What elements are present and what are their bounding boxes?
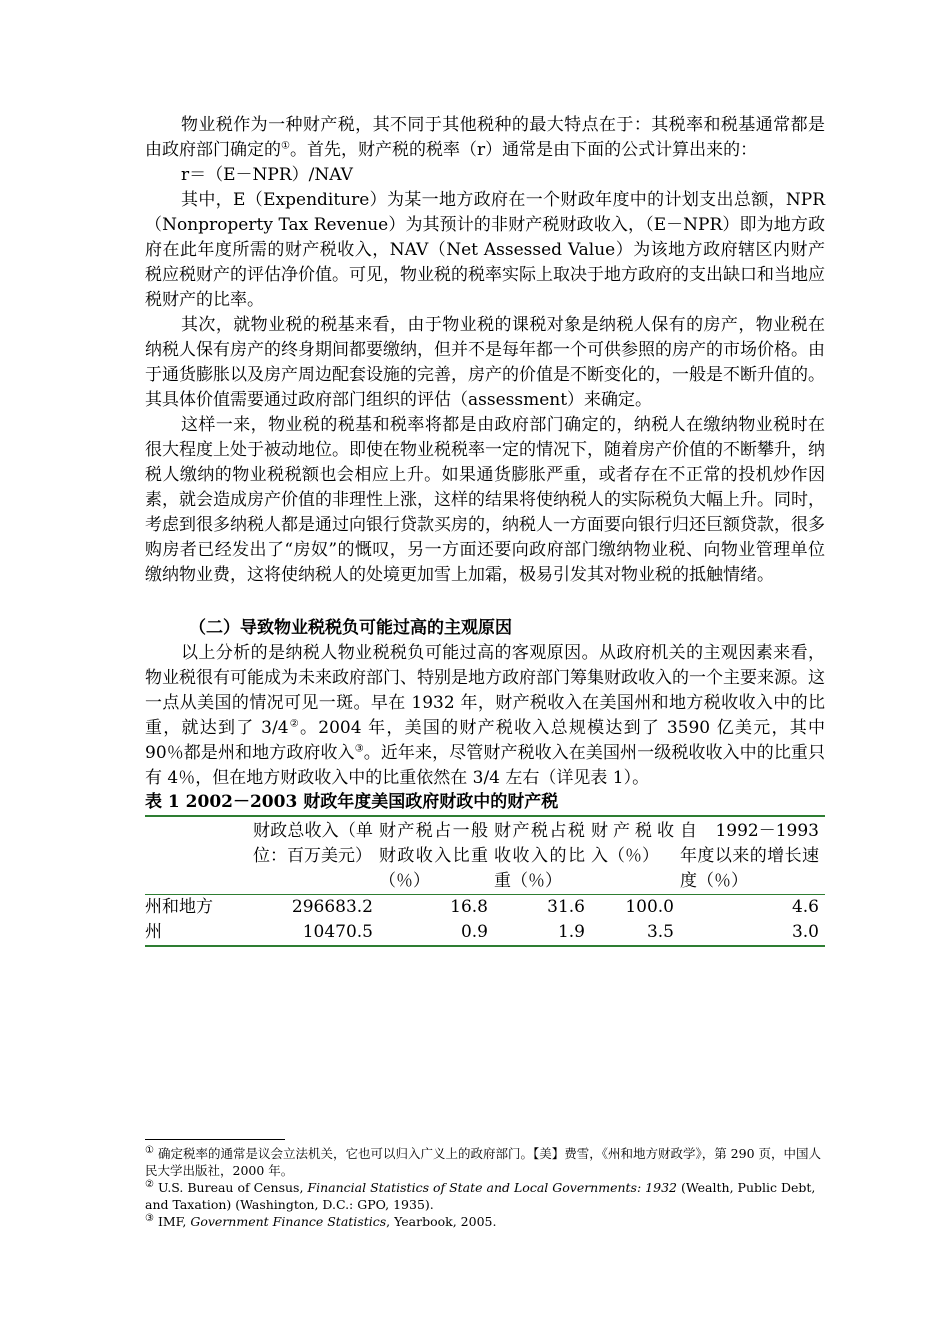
table-caption: 表 1 2002－2003 财政年度美国政府财政中的财产税 — [145, 792, 559, 812]
section-heading: （二）导致物业税税负可能过高的主观原因 — [189, 618, 512, 638]
table-cell: 3.5 — [591, 920, 680, 946]
footnote-text: 确定税率的通常是议会立法机关，它也可以归入广义上的政府部门。【美】费雪，《州和地方财政学》，第 290 页，中国人民大学出版社，2000 年。 — [145, 1146, 821, 1178]
footnote-1 — [145, 1145, 825, 1179]
property-tax-table — [145, 815, 825, 947]
paragraph-5-text-c: 。近年来，尽管财产税收入在美国州一级税收收入中的比重只有 4％，但在地方财政收入中的比重依然在 3/4 左右（详见表 1）。 — [145, 743, 826, 788]
footnote-marker: ② — [145, 1178, 154, 1190]
table-cell: 31.6 — [547, 897, 585, 917]
table-cell: 4.6 — [791, 897, 819, 917]
table-row — [145, 895, 825, 921]
paragraph-1 — [145, 113, 825, 163]
footnote-text: (Wealth, Public Debt, and Taxation) (Washington, D.C.: GPO, 1935). — [145, 1180, 816, 1212]
footnote-source-title: Government Finance Statistics — [190, 1214, 387, 1229]
footnote-source-title: Financial Statistics of State and Local Governments: 1932 — [307, 1180, 677, 1195]
footnote-marker: ③ — [145, 1212, 154, 1224]
footnote-3 — [145, 1213, 825, 1230]
table-cell: 16.8 — [450, 897, 488, 917]
table-header-cell: 自 1992－1993 年度以来的增长速度（％） — [680, 816, 825, 895]
paragraph-4: 这样一来，物业税的税基和税率将都是由政府部门确定的，纳税人在缴纳物业税时在很大程度上处于被动地位。即使在物业税税率一定的情况下，随着房产价值的不断攀升，纳税人缴纳的物业税税额也会相应上升。如果通货膨胀严重，或者存在不正常的投机炒作因素，就会造成房产价值的非理性上涨，这样的结果将使纳税人的实际税负大幅上升。同时，考虑到很多纳税人都是通过向银行贷款买房的，纳税人一方面要向银行归还巨额贷款，很多购房者已经发出了“房奴”的慨叹，另一方面还要向政府部门缴纳物业税、向物业管理单位缴纳物业费，这将使纳税人的处境更加雪上加霜，极易引发其对物业税的抵触情绪。 — [145, 415, 825, 585]
table-cell: 1.9 — [494, 920, 591, 946]
footnote-ref-1[interactable]: ① — [281, 140, 290, 152]
table-header-cell: 财政总收入（单位：百万美元） — [253, 816, 379, 895]
table-header-cell — [145, 816, 253, 895]
paragraph-2: 其中，E（Expenditure）为某一地方政府在一个财政年度中的计划支出总额，NPR（Nonproperty Tax Revenue）为其预计的非财产税财政收入，（E－NPR）即为地方政府在此年度所需的财产税收入，NAV（Net Assessed Value）为该地方政府辖区内财产税应税财产的评估净价值。可见，物业税的税率实际上取决于地方政府的支出缺口和当地应税财产的比率。 — [145, 190, 825, 310]
footnote-ref-2[interactable]: ② — [288, 718, 300, 730]
footnote-text: IMF, — [153, 1214, 191, 1229]
paragraph-5 — [145, 641, 825, 791]
paragraph-1-text-a: 物业税作为一种财产税，其不同于其他税种的最大特点在于：其税率和税基通常都是由政府部门确定的 — [145, 115, 825, 160]
tax-rate-formula: r＝（E－NPR）/NAV — [181, 165, 353, 185]
document-body — [145, 113, 825, 947]
footnote-marker: ① — [145, 1144, 154, 1156]
row-label: 州和地方 — [145, 897, 213, 917]
paragraph-3: 其次，就物业税的税基来看，由于物业税的课税对象是纳税人保有的房产，物业税在纳税人保有房产的终身期间都要缴纳，但并不是每年都一个可供参照的房产的市场价格。由于通货膨胀以及房产周边配套设施的完善，房产的价值是不断变化的，一般是不断升值的。其具体价值需要通过政府部门组织的评估（assessment）来确定。 — [145, 315, 825, 410]
paragraph-5-text-a: 以上分析的是纳税人物业税税负可能过高的客观原因。从政府机关的主观因素来看，物业税很有可能成为未来政府部门、特别是地方政府部门筹集财政收入的一个主要来源。这一点从美国的情况可见一斑。早在 1932 年，财产税收入在美国州和地方税收收入中的比重，就达到了 3/4 — [145, 643, 825, 738]
table-cell: 10470.5 — [253, 920, 379, 946]
footnote-separator — [145, 1139, 285, 1140]
footnote-text: , Yearbook, 2005. — [386, 1214, 497, 1229]
section-spacer — [145, 588, 825, 616]
table-cell: 0.9 — [379, 920, 494, 946]
row-label: 州 — [145, 920, 253, 946]
table-row — [145, 920, 825, 946]
footnote-2 — [145, 1179, 825, 1213]
footnote-text: U.S. Bureau of Census, — [153, 1180, 308, 1195]
table-header-cell: 财产税占税收收入的比重（％） — [494, 816, 591, 895]
paragraph-1-text-b: 。首先，财产税的税率（r）通常是由下面的公式计算出来的： — [289, 140, 758, 160]
table-header-row — [145, 816, 825, 895]
table-cell: 3.0 — [680, 920, 825, 946]
footnote-ref-3[interactable]: ③ — [354, 743, 364, 755]
table-header-cell: 财产税占一般财政收入比重（％） — [379, 816, 494, 895]
table-cell: 296683.2 — [291, 897, 373, 917]
paragraph-5-text-b: 。2004 年，美国的财产税收入总规模达到了 3590 亿美元，其中 90％都是州和地方政府收入 — [145, 718, 825, 763]
table-cell: 100.0 — [625, 897, 674, 917]
table-header-cell: 财产税收入（％） — [591, 816, 680, 895]
footnotes — [145, 1139, 825, 1230]
